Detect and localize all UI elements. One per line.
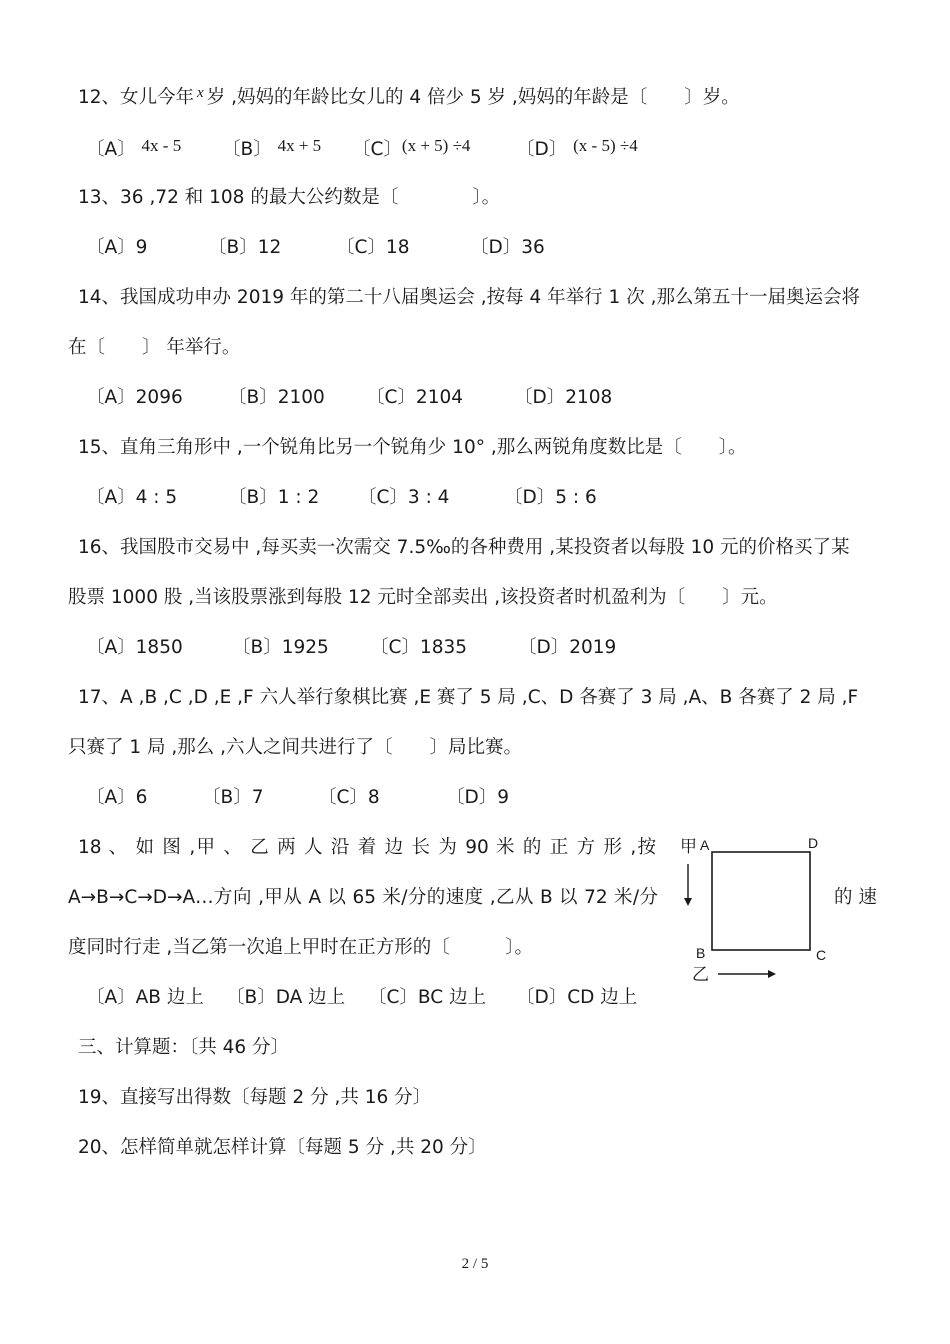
q17-option-a[interactable]: 〔A〕6	[86, 787, 148, 808]
q12-stem: 12、女儿今年 $^x$ 岁 ,妈妈的年龄比女儿的 4 倍少 5 岁 ,妈妈的年龄是〔 〕岁。	[78, 85, 740, 108]
arrow-right-icon	[718, 970, 776, 978]
q13-option-d[interactable]: 〔D〕36	[470, 237, 545, 258]
q18-stem-line3: 度同时行走 ,当乙第一次追上甲时在正方形的〔 〕。	[68, 937, 534, 958]
corner-c: C	[816, 947, 827, 963]
q12-option-a[interactable]: 〔A〕 4x - 5	[86, 136, 182, 160]
square-path-diagram	[676, 828, 840, 988]
q19-stem: 19、直接写出得数〔每题 2 分 ,共 16 分〕	[78, 1087, 432, 1108]
q14-option-d[interactable]: 〔D〕2108	[514, 387, 613, 408]
q17-option-d[interactable]: 〔D〕9	[446, 787, 510, 808]
q15-stem: 15、直角三角形中 ,一个锐角比另一个锐角少 10° ,那么两锐角度数比是〔 〕。	[78, 437, 747, 458]
q17-option-c[interactable]: 〔C〕8	[318, 787, 380, 808]
q18-option-d[interactable]: 〔D〕CD 边上	[516, 987, 638, 1008]
q15-option-a[interactable]: 〔A〕4 : 5	[86, 487, 178, 508]
q18-option-c[interactable]: 〔C〕BC 边上	[368, 987, 487, 1008]
square-track	[712, 852, 810, 950]
q15-option-c[interactable]: 〔C〕3 : 4	[358, 487, 450, 508]
q14-stem-line2: 在〔 〕 年举行。	[68, 337, 241, 358]
q12-variable: x	[197, 85, 204, 101]
q18-option-b[interactable]: 〔B〕DA 边上	[226, 987, 346, 1008]
q14-option-c[interactable]: 〔C〕2104	[366, 387, 463, 408]
q17-stem-line2: 只赛了 1 局 ,那么 ,六人之间共进行了〔 〕局比赛。	[68, 737, 523, 758]
q18-option-a[interactable]: 〔A〕AB 边上	[86, 987, 204, 1008]
q12-option-d[interactable]: 〔D〕 (x - 5) ÷4	[516, 136, 638, 160]
page-number: 2 / 5	[461, 1256, 489, 1272]
q13-stem: 13、36 ,72 和 108 的最大公约数是〔 〕。	[78, 187, 501, 208]
q15-option-d[interactable]: 〔D〕5 : 6	[504, 487, 597, 508]
q16-option-c[interactable]: 〔C〕1835	[370, 637, 467, 658]
q13-option-a[interactable]: 〔A〕9	[86, 237, 148, 258]
q16-stem-line1: 16、我国股市交易中 ,每买卖一次需交 7.5‰的各种费用 ,某投资者以每股 10 元的价格买了某	[78, 537, 850, 558]
q16-option-b[interactable]: 〔B〕1925	[232, 637, 329, 658]
q20-stem: 20、怎样简单就怎样计算〔每题 5 分 ,共 20 分〕	[78, 1137, 487, 1158]
q12-option-b[interactable]: 〔B〕 4x + 5	[222, 136, 322, 160]
q12-option-c[interactable]: 〔C〕(x + 5) ÷4	[352, 136, 471, 160]
q18-stem-line2: A→B→C→D→A…方向 ,甲从 A 以 65 米/分的速度 ,乙从 B 以 72 米/分	[68, 887, 658, 908]
arrow-down-icon	[684, 864, 692, 906]
label-yi: 乙	[692, 965, 709, 984]
q15-option-b[interactable]: 〔B〕1 : 2	[228, 487, 320, 508]
section3-title: 三、计算题：〔共 46 分〕	[78, 1037, 290, 1058]
corner-b: B	[696, 945, 706, 961]
q18-stem-line1: 18 、 如 图 ,甲 、 乙 两 人 沿 着 边 长 为 90 米 的 正 方 形 ,按	[78, 837, 656, 858]
q16-option-a[interactable]: 〔A〕1850	[86, 637, 183, 658]
q14-option-b[interactable]: 〔B〕2100	[228, 387, 325, 408]
q13-option-b[interactable]: 〔B〕12	[208, 237, 282, 258]
label-jia: 甲	[680, 837, 697, 856]
q17-option-b[interactable]: 〔B〕7	[202, 787, 264, 808]
corner-a: A	[700, 837, 710, 853]
q16-option-d[interactable]: 〔D〕2019	[518, 637, 617, 658]
q13-option-c[interactable]: 〔C〕18	[336, 237, 410, 258]
q14-option-a[interactable]: 〔A〕2096	[86, 387, 183, 408]
corner-d: D	[808, 835, 819, 851]
q16-stem-line2: 股票 1000 股 ,当该股票涨到每股 12 元时全部卖出 ,该投资者时机盈利为〔 〕元。	[68, 587, 778, 608]
q14-stem-line1: 14、我国成功申办 2019 年的第二十八届奥运会 ,按每 4 年举行 1 次 ,那么第五十一届奥运会将	[78, 287, 860, 308]
q17-stem-line1: 17、A ,B ,C ,D ,E ,F 六人举行象棋比赛 ,E 赛了 5 局 ,C、D 各赛了 3 局 ,A、B 各赛了 2 局 ,F	[78, 687, 859, 708]
q18-stem-line2-tail: 的 速	[834, 887, 877, 908]
